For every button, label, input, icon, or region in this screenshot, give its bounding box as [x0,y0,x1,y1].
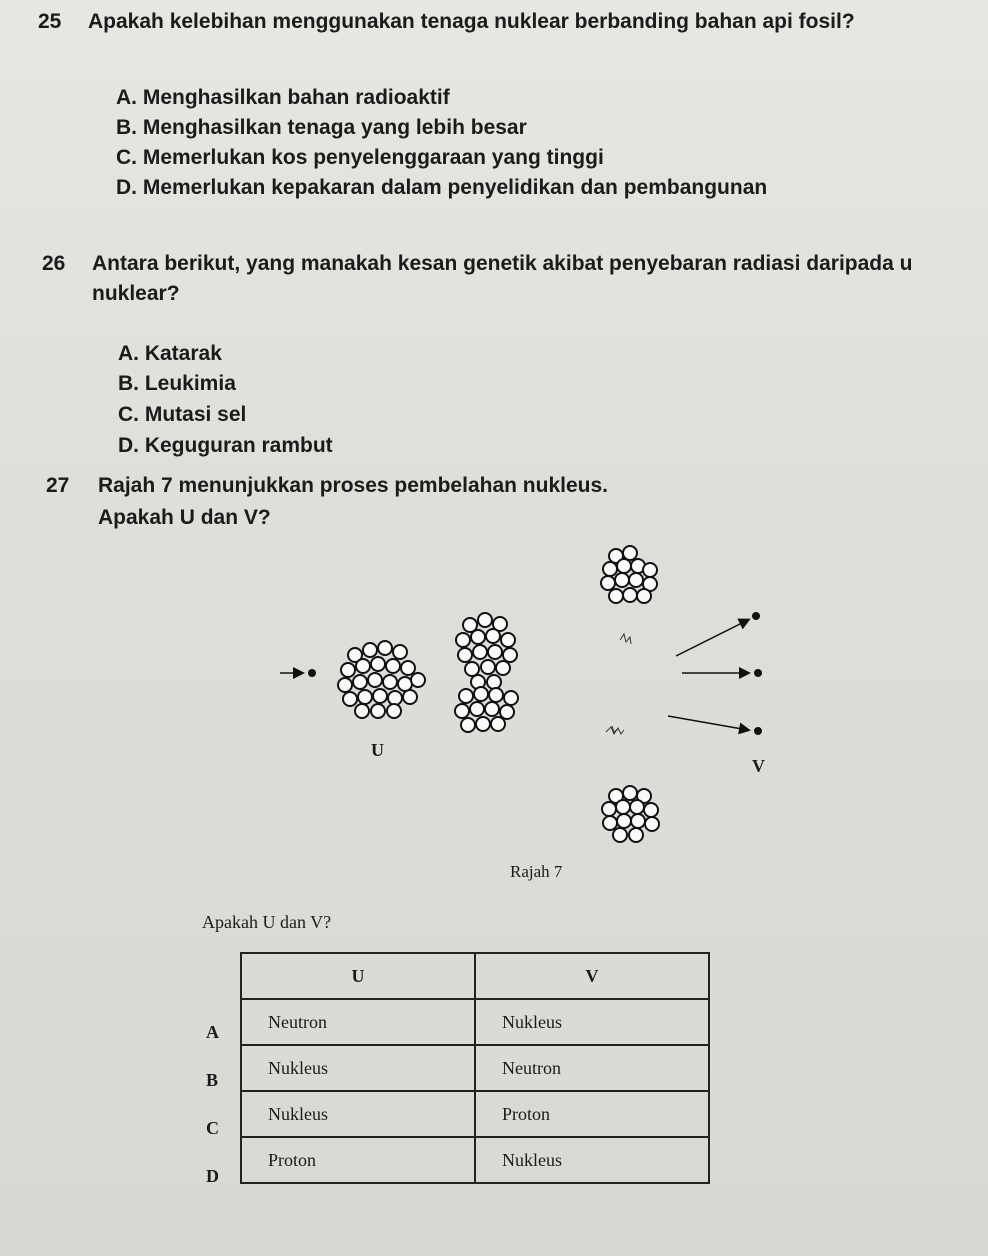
q26-option-c[interactable]: C. Mutasi sel [118,403,247,426]
row-a-u: Neutron [241,999,475,1045]
row-letter-c: C [206,1118,219,1138]
q26-number: 26 [42,252,66,275]
q25-option-a[interactable]: A. Menghasilkan bahan radioaktif [116,86,450,109]
q26-question-line2: nuklear? [92,282,180,305]
daughter-nucleus-bottom [602,786,659,842]
row-letter-a: A [206,1022,219,1042]
row-a-v: Nukleus [475,999,709,1045]
answer-row-b[interactable] [241,1045,709,1091]
q25-option-c[interactable]: C. Memerlukan kos penyelenggaraan yang tinggi [116,146,604,169]
answer-row-c[interactable] [241,1091,709,1137]
row-c-u: Nukleus [241,1091,475,1137]
q26-question-line1: Antara berikut, yang manakah kesan genetik akibat penyebaran radiasi daripada u [92,252,913,275]
q26-option-b[interactable]: B. Leukimia [118,372,236,395]
daughter-nucleus-top [601,546,657,603]
q26-option-a[interactable]: A. Katarak [118,342,222,365]
q27-question-line2: Apakah U dan V? [98,506,271,529]
header-u: U [241,953,475,999]
row-d-v: Nukleus [475,1137,709,1183]
diagram-caption: Rajah 7 [510,862,563,881]
q25-option-d[interactable]: D. Memerlukan kepakaran dalam penyelidikan dan pembangunan [116,176,768,199]
row-c-v: Proton [475,1091,709,1137]
q27-question-line1: Rajah 7 menunjukkan proses pembelahan nukleus. [98,474,608,497]
diagram-label-v: V [752,756,765,776]
row-d-u: Proton [241,1137,475,1183]
header-v: V [475,953,709,999]
diagram-label-u: U [371,740,384,760]
q25-number: 25 [38,10,62,33]
q27-number: 27 [46,474,70,497]
answer-table-header [241,953,709,999]
row-letter-b: B [206,1070,219,1090]
outgoing-neutron-arrows [668,612,762,735]
row-b-v: Neutron [475,1045,709,1091]
answer-row-d[interactable] [241,1137,709,1183]
nucleus-cluster-u [338,641,425,718]
energy-spark-icon [606,634,631,734]
row-letter-d: D [206,1166,219,1186]
answer-table [240,952,710,1184]
q26-option-d[interactable]: D. Keguguran rambut [118,434,333,457]
splitting-nucleus [455,613,518,732]
q25-question: Apakah kelebihan menggunakan tenaga nuklear berbanding bahan api fosil? [88,10,855,33]
answer-row-a[interactable] [241,999,709,1045]
incoming-neutron-arrow [280,669,316,677]
row-b-u: Nukleus [241,1045,475,1091]
q25-option-b[interactable]: B. Menghasilkan tenaga yang lebih besar [116,116,527,139]
q27-sub-question: Apakah U dan V? [202,912,332,932]
